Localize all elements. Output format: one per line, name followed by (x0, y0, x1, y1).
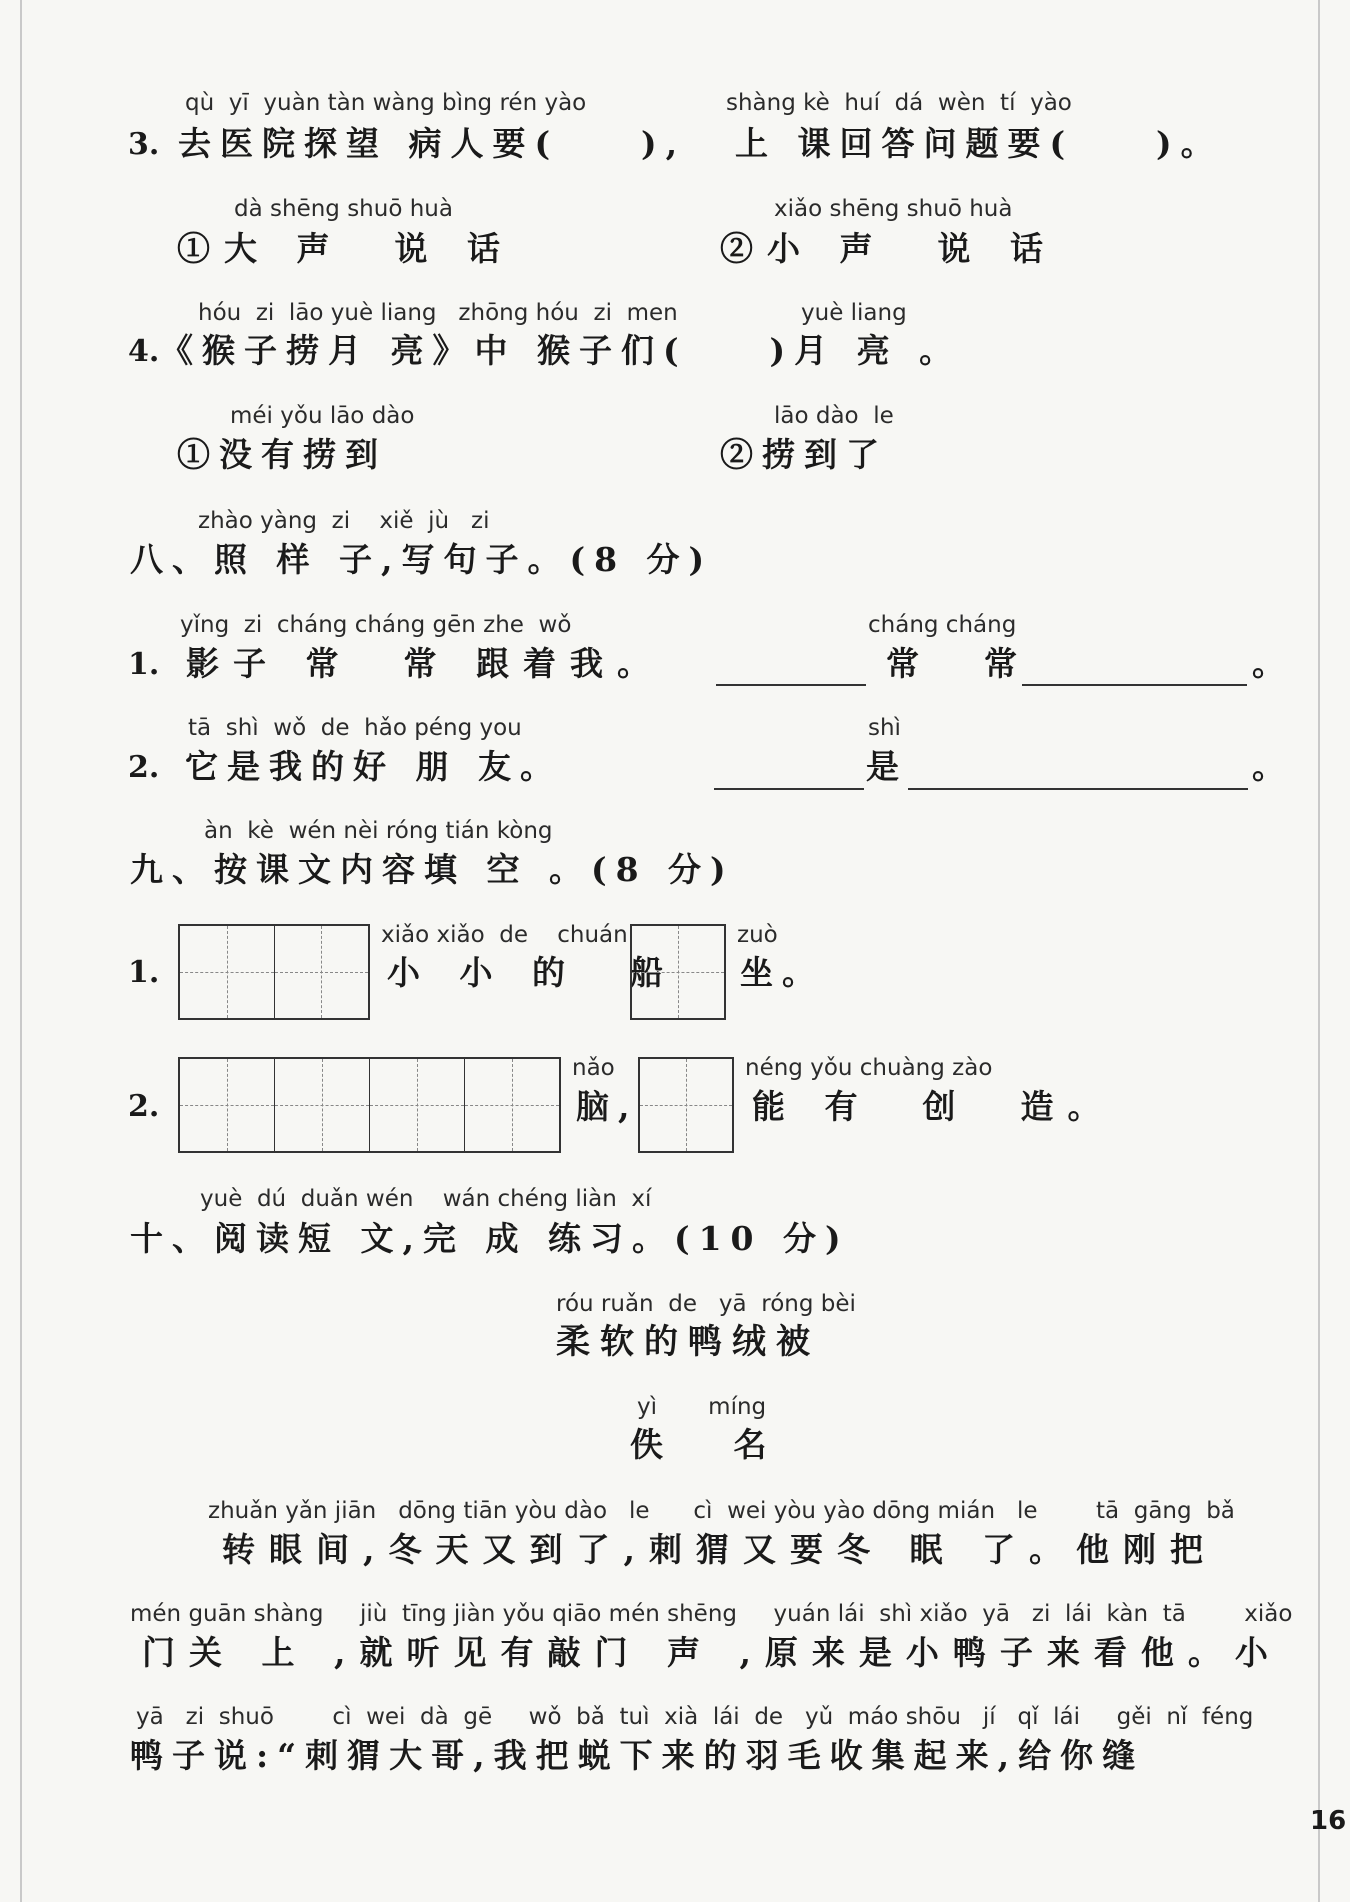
section9-item1-number: 1. (128, 955, 160, 990)
section8-item2-number: 2. (128, 750, 160, 785)
section8-item1-pinyin: yǐng zi cháng cháng gēn zhe wǒ (180, 612, 572, 638)
section8-item1-blank-text: 常 常 (886, 644, 1031, 683)
writing-cell[interactable] (370, 1059, 465, 1151)
q4-option1-pinyin: méi yǒu lāo dào (230, 403, 415, 429)
section8-item1-blank-a[interactable] (716, 682, 866, 686)
section8-item1-end: 。 (1252, 644, 1294, 683)
section8-item2-blank-pinyin: shì (868, 715, 901, 741)
section8-item1-blank-b[interactable] (1022, 682, 1247, 686)
q3-option1[interactable]: ①大 声 说 话 (177, 229, 514, 268)
q4-option2-pinyin: lāo dào le (774, 403, 894, 429)
q3-text-b: 上 课回答问题要( )。 (735, 124, 1223, 163)
section9-item1-end: 坐。 (740, 953, 824, 992)
writing-cell[interactable] (180, 1059, 275, 1151)
writing-cell[interactable] (632, 926, 724, 1018)
section10-pinyin: yuè dú duǎn wén wán chéng liàn xí (200, 1186, 652, 1212)
section8-item2-blank-b[interactable] (908, 786, 1248, 790)
section9-item2-grid-a[interactable] (178, 1057, 561, 1153)
writing-cell[interactable] (640, 1059, 732, 1151)
section8-item2-end: 。 (1252, 747, 1294, 786)
page-number: 16 (1310, 1806, 1347, 1836)
section8-item2-pinyin: tā shì wǒ de hǎo péng you (188, 715, 522, 741)
passage-line2-pinyin: mén guān shàng jiù tīng jiàn yǒu qiāo mén shēng yuán lái shì xiǎo yā zi lái kàn tā xiǎo (130, 1601, 1293, 1627)
section8-heading: 八、照 样 子,写句子。(8 分) (130, 540, 714, 579)
section8-item2-blank-a[interactable] (714, 786, 864, 790)
section8-item1-number: 1. (128, 647, 160, 682)
writing-cell[interactable] (180, 926, 275, 1018)
section8-pinyin: zhào yàng zi xiě jù zi (198, 508, 490, 534)
section9-item2-grid-b[interactable] (638, 1057, 734, 1153)
section8-item1-text: 影子 常 常 跟着我。 (186, 644, 664, 683)
section9-item2-end: 能 有 创 造。 (752, 1087, 1115, 1126)
q3-option2[interactable]: ②小 声 说 话 (720, 229, 1057, 268)
section8-item1-blank-pinyin: cháng cháng (868, 612, 1017, 638)
section9-item2-mid: 脑, (576, 1087, 639, 1126)
q3-text-a: 去医院探望 病人要( ), (178, 124, 687, 163)
section9-item1-grid-b[interactable] (630, 924, 726, 1020)
q3-option1-pinyin: dà shēng shuō huà (234, 196, 453, 222)
passage-title: 柔软的鸭绒被 (556, 1322, 820, 1362)
section10-heading: 十、阅读短 文,完 成 练习。(10 分) (130, 1219, 850, 1258)
passage-author: 佚 名 (630, 1425, 776, 1464)
writing-cell[interactable] (465, 1059, 559, 1151)
passage-line3-pinyin: yā zi shuō cì wei dà gē wǒ bǎ tuì xià lái de yǔ máo shōu jí qǐ lái gěi nǐ féng (136, 1704, 1254, 1730)
section8-item2-blank-text: 是 (866, 747, 908, 786)
section9-item2-number: 2. (128, 1089, 160, 1124)
q4-pinyin-a: hóu zi lāo yuè liang zhōng hóu zi men (198, 300, 678, 326)
section9-item2-mid-pinyin: nǎo (572, 1055, 615, 1081)
section8-item2-text: 它是我的好 朋 友。 (185, 747, 562, 786)
section9-item1-grid-a[interactable] (178, 924, 370, 1020)
section9-item1-text: 小 小 的 船 (387, 953, 677, 992)
passage-line3: 鸭子说:“刺猬大哥,我把蜕下来的羽毛收集起来,给你缝 (130, 1736, 1145, 1775)
q4-option1[interactable]: ①没有捞到 (177, 435, 387, 474)
q3-number: 3. (128, 127, 160, 162)
passage-title-pinyin: róu ruǎn de yā róng bèi (556, 1291, 856, 1317)
passage-line1-pinyin: zhuǎn yǎn jiān dōng tiān yòu dào le cì wei yòu yào dōng mián le tā gāng bǎ (208, 1498, 1235, 1524)
q4-pinyin-b: yuè liang (801, 300, 907, 326)
section9-heading: 九、按课文内容填 空 。(8 分) (130, 850, 735, 889)
q4-text: 《猴子捞月 亮》中 猴子们( )月 亮 。 (160, 331, 962, 370)
q3-option2-pinyin: xiǎo shēng shuō huà (774, 196, 1013, 222)
passage-author-pinyin: yì míng (637, 1394, 767, 1420)
q4-option2[interactable]: ②捞到了 (720, 435, 888, 474)
writing-cell[interactable] (275, 926, 369, 1018)
passage-line2: 门关 上 ,就听见有敲门 声 ,原来是小鸭子来看他。小 (142, 1633, 1282, 1672)
q3-pinyin-a: qù yī yuàn tàn wàng bìng rén yào (185, 90, 587, 116)
writing-cell[interactable] (275, 1059, 370, 1151)
section9-item1-end-pinyin: zuò (737, 922, 778, 948)
q4-number: 4. (128, 334, 160, 369)
passage-line1: 转眼间,冬天又到了,刺猬又要冬 眠 了。他刚把 (222, 1530, 1217, 1569)
section9-item1-pinyin: xiǎo xiǎo de chuán (381, 922, 628, 948)
section9-pinyin: àn kè wén nèi róng tián kòng (204, 818, 553, 844)
q3-pinyin-b: shàng kè huí dá wèn tí yào (726, 90, 1072, 116)
section9-item2-end-pinyin: néng yǒu chuàng zào (745, 1055, 993, 1081)
